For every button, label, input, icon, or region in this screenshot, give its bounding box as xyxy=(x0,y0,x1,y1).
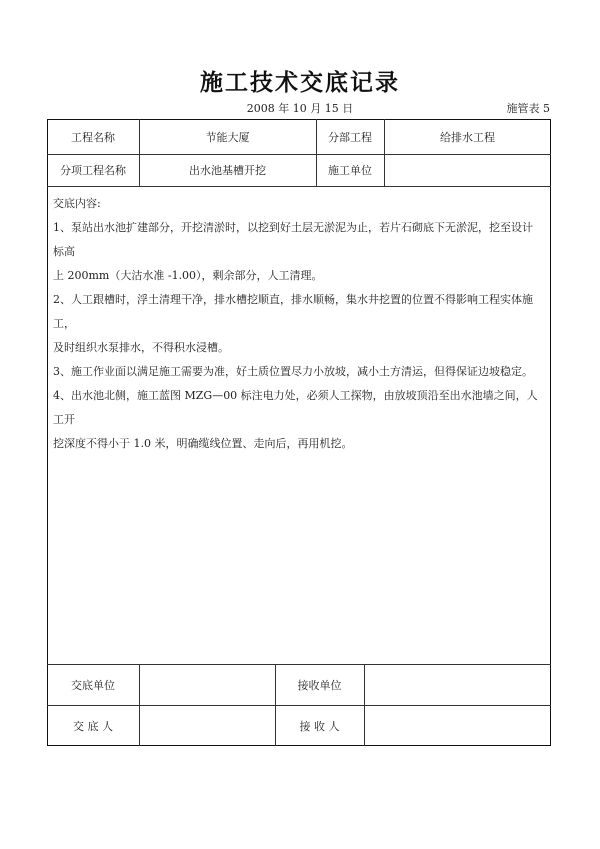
project-name-label: 工程名称 xyxy=(71,130,115,144)
issuer-label: 交 底 人 xyxy=(73,719,113,733)
division-value: 给排水工程 xyxy=(440,130,495,144)
receiver-unit-label: 接收单位 xyxy=(297,678,342,692)
issuer-value xyxy=(139,705,275,746)
content-line: 及时组织水泵排水，不得积水浸槽。 xyxy=(53,341,229,354)
project-name-value: 节能大厦 xyxy=(205,130,250,144)
receiver-value xyxy=(364,705,551,746)
contractor-value xyxy=(384,154,551,186)
subitem-label: 分项工程名称 xyxy=(60,164,126,177)
content-line: 2、人工跟槽时，浮土清理干净，排水槽挖顺直，排水顺畅，集水井挖置的位置不得影响工程实体施工， xyxy=(53,293,533,330)
content-label: 交底内容: xyxy=(53,197,101,210)
receiver-label: 接 收 人 xyxy=(299,719,340,733)
issuer-unit-label: 交底单位 xyxy=(71,678,115,692)
subitem-value: 出水池基槽开挖 xyxy=(189,164,266,177)
issuer-unit-value xyxy=(139,664,275,705)
document-date: 2008 年 10 月 15 日 xyxy=(246,102,354,115)
row-divider xyxy=(47,186,551,187)
content-line: 4、出水池北侧，施工蓝图 MZG—00 标注电力处，必须人工探物，由放坡顶沿至出水池墙之间，人工开 xyxy=(53,389,538,426)
content-line: 挖深度不得小于 1.0 米，明确缆线位置、走向后，再用机挖。 xyxy=(53,437,353,450)
contractor-label: 施工单位 xyxy=(328,164,372,177)
document-title: 施工技术交底记录 xyxy=(200,70,400,96)
receiver-unit-value xyxy=(364,664,551,705)
content-line: 1、泵站出水池扩建部分，开挖清淤时，以挖到好土层无淤泥为止，若片石砌底下无淤泥，挖至设计标高 xyxy=(53,221,533,258)
division-label: 分部工程 xyxy=(328,130,372,144)
form-number: 施管表 5 xyxy=(506,102,550,115)
disclosure-content xyxy=(53,192,541,456)
content-line: 3、施工作业面以满足施工需要为准，好土质位置尽力小放坡，减小土方清运，但得保证边坡稳定。 xyxy=(53,365,533,378)
content-line: 上 200mm（大沽水准 -1.00），剩余部分，人工清理。 xyxy=(53,269,323,282)
